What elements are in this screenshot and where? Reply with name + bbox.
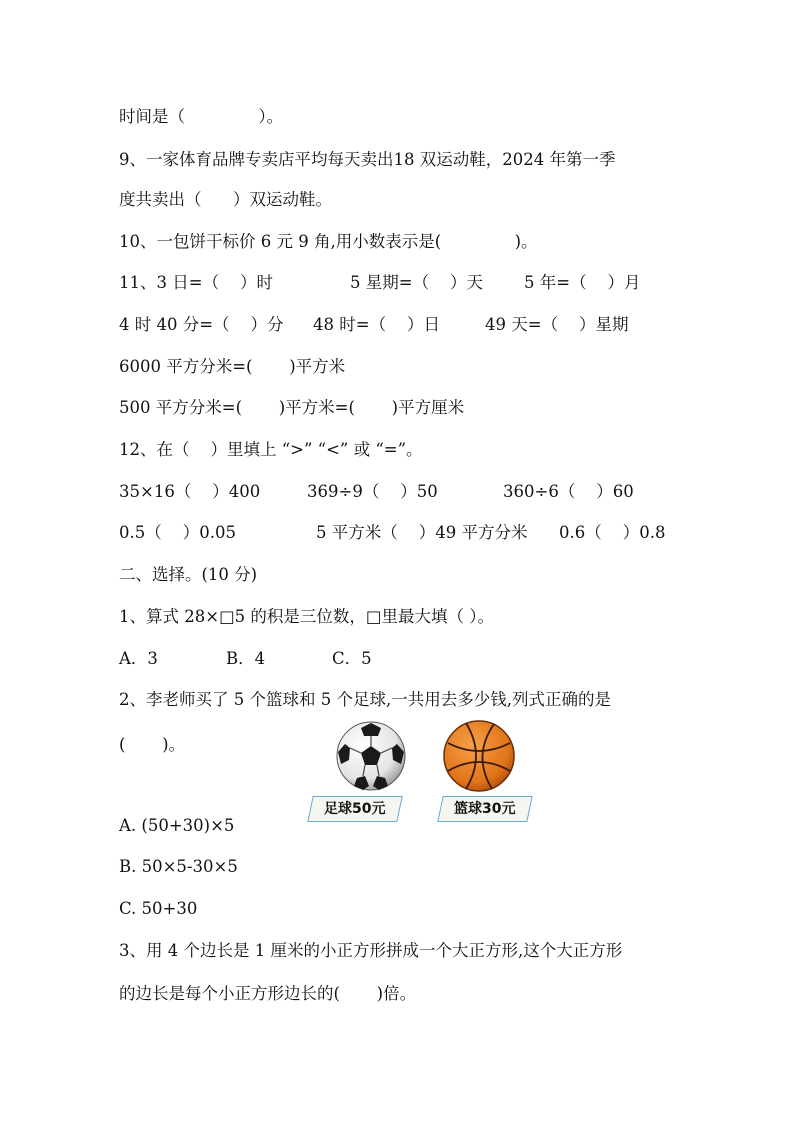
compare-item: 35×16（ ）400 (119, 482, 261, 501)
basketball-price-label (437, 796, 533, 822)
question-10: 10、一包饼干标价 6 元 9 角,用小数表示是( )。 (119, 232, 538, 251)
question-11-item: 5 星期=（ ）天 (350, 273, 484, 292)
choice-option: A．3 (119, 649, 158, 668)
question-9-line1: 9、一家体育品牌专卖店平均每天卖出18 双运动鞋，2024 年第一季 (119, 150, 616, 169)
choice-question-3-line1: 3、用 4 个边长是 1 厘米的小正方形拼成一个大正方形,这个大正方形 (119, 941, 623, 960)
question-11-item: 500 平方分米=( )平方米=( )平方厘米 (119, 398, 465, 417)
choice-option: B．4 (226, 649, 266, 668)
question-11-item: 5 年=（ ）月 (524, 273, 641, 292)
basketball-icon (442, 719, 516, 793)
question-9-line2: 度共卖出（ ）双运动鞋。 (119, 190, 332, 209)
compare-item: 369÷9（ ）50 (307, 482, 438, 501)
choice-option-a: A. (50+30)×5 (119, 816, 235, 835)
choice-question-2: 2、李老师买了 5 个篮球和 5 个足球,一共用去多少钱,列式正确的是 (119, 690, 611, 709)
compare-item: 5 平方米（ ）49 平方分米 (316, 523, 528, 542)
compare-item: 0.5（ ）0.05 (119, 523, 236, 542)
section-heading: 二、选择。(10 分) (119, 565, 258, 584)
question-11-item: 49 天=（ ）星期 (485, 315, 629, 334)
choice-question-3-line2: 的边长是每个小正方形边长的( )倍。 (119, 984, 417, 1003)
choice-option-b: B. 50×5-30×5 (119, 857, 238, 876)
soccer-price-text: 足球50元 (324, 801, 386, 817)
basketball-price-text: 篮球30元 (454, 801, 516, 817)
choice-question-1: 1、算式 28×□5 的积是三位数，□里最大填（ ）。 (119, 607, 494, 626)
question-11-item: 6000 平方分米=( )平方米 (119, 357, 346, 376)
choice-question-2-blank: ( )。 (119, 735, 186, 754)
question-11-item: 4 时 40 分=（ ）分 (119, 315, 284, 334)
question-11-item: 48 时=（ ）日 (313, 315, 441, 334)
choice-option-c: C. 50+30 (119, 899, 198, 918)
soccer-ball-icon (335, 720, 407, 792)
text-line: 时间是（ ）。 (119, 107, 284, 126)
compare-item: 0.6（ ）0.8 (559, 523, 666, 542)
question-11-item: 11、3 日=（ ）时 (119, 273, 274, 292)
choice-option: C．5 (332, 649, 372, 668)
soccer-price-label (307, 796, 403, 822)
compare-item: 360÷6（ ）60 (503, 482, 634, 501)
question-12: 12、在（ ）里填上 “>” “<” 或 “=”。 (119, 440, 423, 459)
